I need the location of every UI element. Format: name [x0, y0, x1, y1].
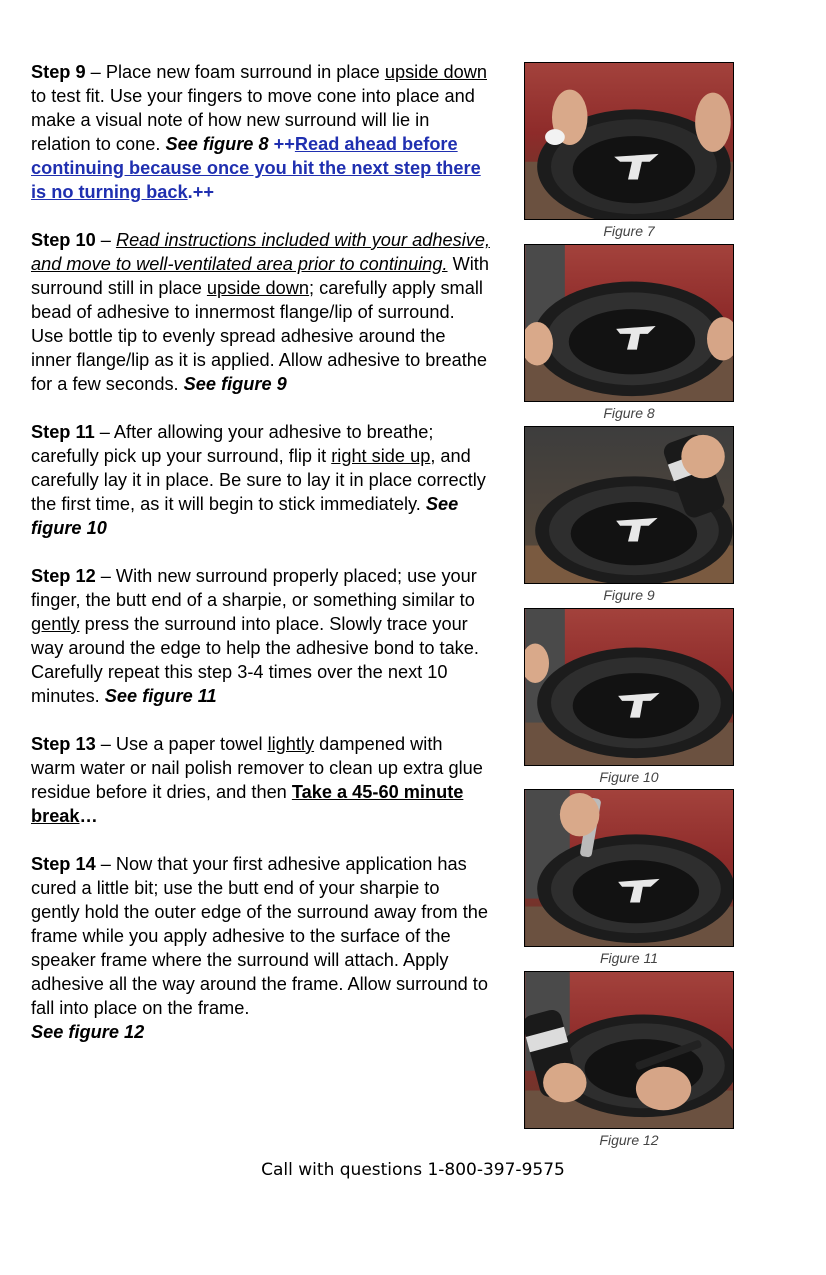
figure-11-photo [524, 789, 734, 947]
figure-7 [524, 62, 734, 239]
step-label: Step 10 [31, 230, 96, 250]
figure-12-photo [524, 971, 734, 1129]
figure-caption: Figure 7 [603, 223, 655, 239]
step-label: Step 11 [31, 422, 95, 442]
figure-caption: Figure 11 [599, 950, 659, 966]
figure-reference: See figure 10 [31, 494, 459, 538]
figure-reference: See figure 11 [104, 686, 217, 706]
step-13: Step 13 – Use a paper towel lightly dampened with warm water or nail polish remover to clean up extra glue residue before it dries, and then Take a 45-60 minute break… [31, 734, 483, 826]
step-11: Step 11 – After allowing your adhesive to breathe; carefully pick up your surround, flip it right side up, and carefully lay it in place. Be sure to lay it in place correctly the first time, as it will begin to stick immediately. See figure 10 [31, 422, 486, 538]
step-14: Step 14 – Now that your first adhesive application has cured a little bit; use the butt end of your sharpie to gently hold the outer edge of the surround away from the frame while you apply adhesive to the surface of the speaker frame where the surround will attach. Apply adhesive all the way around the frame. Allow surround to fall into place on the frame. See figure 12 [31, 854, 488, 1042]
step-label: Step 12 [31, 566, 96, 586]
step-10: Step 10 – Read instructions included with your adhesive, and move to well-ventilated area prior to continuing. With surround still in place upside down; carefully apply small bead of adhesive to innermost flange/lip of surround. Use bottle tip to evenly spread adhesive around the inner flange/lip as it is applied. Allow adhesive to breathe for a few seconds. See figure 9 [31, 230, 490, 394]
figure-reference: See figure 8 [165, 134, 269, 154]
step-label: Step 9 [31, 62, 86, 82]
step-9: Step 9 – Place new foam surround in place upside down to test fit. Use your fingers to move cone into place and make a visual note of how new surround will lie in relation to cone. See figure 8 ++Read ahead before continuing because once you hit the next step there is no turning back.++ [31, 62, 487, 202]
figure-8 [524, 244, 734, 421]
figure-11 [524, 789, 734, 966]
figure-7-photo [524, 62, 734, 220]
step-label: Step 14 [31, 854, 96, 874]
figure-9-photo [524, 426, 734, 584]
footer-contact: Call with questions 1-800-397-9575 [261, 1160, 565, 1180]
figure-caption: Figure 10 [599, 769, 659, 785]
step-label: Step 13 [31, 734, 96, 754]
figure-10-photo [524, 608, 734, 766]
figure-9 [524, 426, 734, 603]
figure-caption: Figure 8 [603, 405, 655, 421]
instructions-column [31, 60, 491, 1068]
figure-reference: See figure 9 [183, 374, 287, 394]
figure-12 [524, 971, 734, 1148]
warning-link: Read ahead before continuing because once you hit the next step there is no turning back [31, 134, 481, 202]
figure-10 [524, 608, 734, 785]
step-12: Step 12 – With new surround properly placed; use your finger, the butt end of a sharpie, or something similar to gently press the surround into place. Slowly trace your way around the edge to help the adhesive bond to take. Carefully repeat this step 3-4 times over the next 10 minutes. See figure 11 [31, 566, 479, 706]
figure-caption: Figure 12 [599, 1132, 659, 1148]
figure-caption: Figure 9 [603, 587, 655, 603]
figure-8-photo [524, 244, 734, 402]
figure-reference: See figure 12 [31, 1022, 145, 1042]
